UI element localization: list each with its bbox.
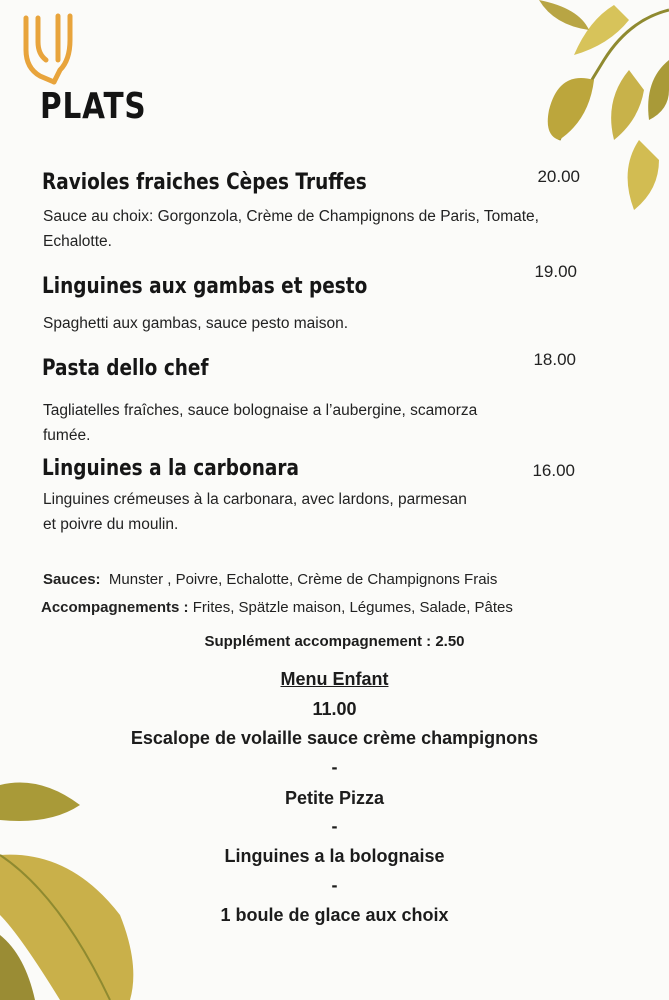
dish-price: 20.00: [537, 167, 580, 186]
sauces-value: Munster , Poivre, Echalotte, Crème de Champignons Frais: [108, 571, 498, 588]
kids-menu-separator: -: [331, 757, 338, 777]
accompagnements-value: Frites, Spätzle maison, Légumes, Salade, Pâtes: [192, 599, 513, 616]
kids-menu-title: Menu Enfant: [280, 669, 389, 689]
dish-name: Pasta dello chef: [42, 356, 209, 381]
accompagnements-label: Accompagnements :: [41, 599, 189, 616]
dish-description: Tagliatelles fraîches, sauce bolognaise a l’aubergine, scamorza fumée.: [43, 402, 478, 444]
accompagnements-line: [41, 599, 513, 616]
dish-price: 18.00: [533, 350, 576, 369]
dish-price: 16.00: [532, 461, 575, 480]
dish-description: Linguines crémeuses à la carbonara, avec lardons, parmesan et poivre du moulin.: [43, 491, 467, 533]
dish-description: Spaghetti aux gambas, sauce pesto maison.: [43, 315, 349, 332]
kids-menu-item: 1 boule de glace aux choix: [220, 905, 449, 925]
supplement-text: Supplément accompagnement : 2.50: [204, 633, 465, 650]
leaf-decoration-top-right: [519, 0, 669, 220]
dish-name: Ravioles fraiches Cèpes Truffes: [42, 170, 367, 195]
kids-menu-item: Petite Pizza: [284, 788, 385, 808]
kids-menu-separator: -: [331, 816, 338, 836]
dish-description: Sauce au choix: Gorgonzola, Crème de Champignons de Paris, Tomate, Echalotte.: [43, 208, 539, 250]
kids-menu-separator: -: [331, 875, 338, 895]
kids-menu-item: Linguines a la bolognaise: [224, 846, 445, 866]
kids-menu-item: Escalope de volaille sauce crème champignons: [130, 728, 539, 748]
fork-knife-logo-icon: [14, 10, 84, 90]
dish-name: Linguines aux gambas et pesto: [42, 274, 368, 299]
page-title: PLATS: [40, 86, 147, 127]
sauces-line: [43, 571, 497, 588]
kids-menu-price: 11.00: [312, 699, 357, 719]
dish-price: 19.00: [534, 262, 577, 281]
sauces-label: Sauces:: [43, 571, 101, 588]
dish-name: Linguines a la carbonara: [42, 456, 299, 481]
